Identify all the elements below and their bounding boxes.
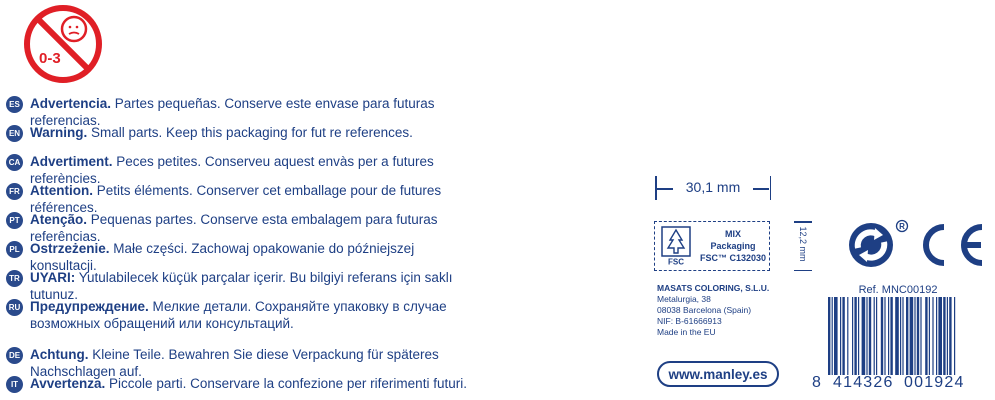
address-line: 08038 Barcelona (Spain) — [657, 305, 752, 315]
fsc-mix-label: MIX — [724, 229, 741, 239]
warning-text: Partes pequeñas. Conserve este envase para futuras referencias. — [30, 96, 435, 128]
width-label: 30,1 mm — [685, 179, 741, 195]
warning-title: Advertencia. — [30, 96, 112, 111]
warning-title: Warning. — [30, 125, 88, 140]
manufacturer-info — [657, 283, 769, 338]
tax-id: NIF: B-61666913 — [657, 316, 722, 326]
language-badge: IT — [6, 376, 23, 393]
warning-text: Peces petites. Conserveu aquest envàs per a futures referències. — [30, 154, 434, 186]
warning-title: Avvertenza. — [30, 376, 106, 391]
language-badge: FR — [6, 183, 23, 200]
warning-text: Yutulabilecek küçük parçalar içerir. Bu bilgiyi referans için saklı tutunuz. — [30, 270, 453, 302]
warning-text: Мелкие детали. Сохраняйте упаковку в случае возможных обращений или консультаций. — [30, 299, 447, 331]
ce-mark-icon — [912, 222, 988, 268]
language-badge: PT — [6, 212, 23, 229]
language-badge: CA — [6, 154, 23, 171]
width-dimension — [655, 174, 771, 202]
barcode-digits-right: 001924 — [904, 374, 965, 391]
warning-text: Piccole parti. Conservare la confezione per riferimenti futuri. — [105, 376, 467, 391]
age-restriction-icon — [22, 3, 104, 85]
height-dimension — [792, 221, 814, 271]
warning-title: Atenção. — [30, 212, 88, 227]
language-badge: EN — [6, 125, 23, 142]
language-badge: TR — [6, 270, 23, 287]
warning-title: Предупреждение. — [30, 299, 149, 314]
warning-row — [6, 298, 480, 332]
warning-title: UYARI: — [30, 270, 76, 285]
warning-text: Małe części. Zachowaj opakowanie do późniejszej konsultacji. — [30, 241, 415, 273]
fsc-logo-text: FSC — [668, 257, 684, 266]
language-badge: DE — [6, 347, 23, 364]
address-line: Metalurgia, 38 — [657, 294, 711, 304]
barcode-digit-first: 8 — [812, 374, 823, 391]
language-badge: PL — [6, 241, 23, 258]
height-label: 12,2 mm — [798, 226, 808, 262]
warning-title: Advertiment. — [30, 154, 113, 169]
warning-text: Small parts. Keep this packaging for fut re references. — [87, 125, 413, 140]
fsc-packaging-label: Packaging — [710, 241, 756, 251]
warning-text: Kleine Teile. Bewahren Sie diese Verpackung für späteres Nachschlagen auf. — [30, 347, 439, 379]
warning-text: Pequenas partes. Conserve esta embalagem para futuras referências. — [30, 212, 438, 244]
fsc-tree-icon — [661, 226, 691, 266]
age-range-label: 0-3 — [39, 50, 61, 67]
language-badge: ES — [6, 96, 23, 113]
warning-row — [6, 124, 480, 142]
barcode-icon — [828, 297, 994, 375]
warning-title: Achtung. — [30, 347, 89, 362]
fsc-code: FSC™ C132030 — [699, 253, 767, 263]
barcode-digits-left: 414326 — [833, 374, 894, 391]
warning-title: Attention. — [30, 183, 93, 198]
svg-text:R: R — [899, 222, 905, 231]
green-dot-recycle-icon — [844, 218, 910, 270]
website-link[interactable]: www.manley.es — [657, 361, 779, 387]
warning-text: Petits éléments. Conserver cet emballage pour de futures références. — [30, 183, 442, 215]
origin-label: Made in the EU — [657, 327, 716, 337]
product-reference: Ref. MNC00192 — [858, 284, 938, 296]
fsc-certification — [654, 221, 770, 271]
warning-title: Ostrzeżenie. — [30, 241, 110, 256]
company-name: MASATS COLORING, S.L.U. — [657, 283, 770, 293]
warning-row — [6, 375, 480, 393]
language-badge: RU — [6, 299, 23, 316]
